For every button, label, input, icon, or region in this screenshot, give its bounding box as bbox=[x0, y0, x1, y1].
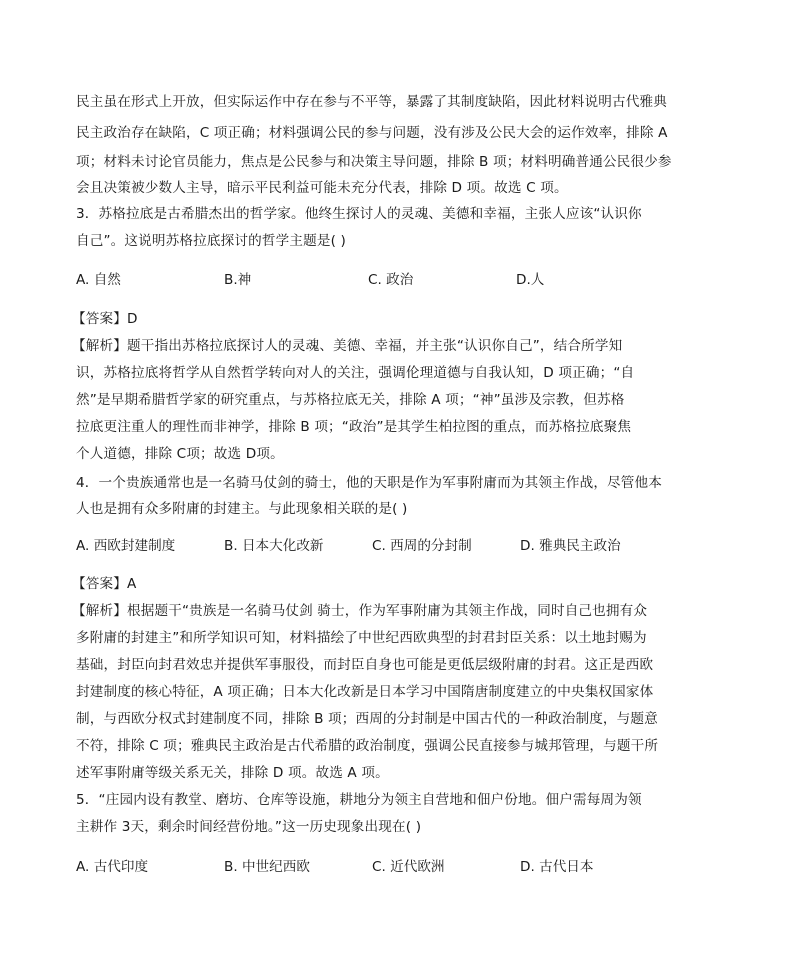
answer-label: 【答案】D bbox=[72, 311, 138, 327]
analysis-line: 不符，排除 C 项；雅典民主政治是古代希腊的政治制度，强调公民直接参与城邦管理，与题干所 bbox=[76, 738, 659, 754]
question-stem-3: 3．苏格拉底是古希腊杰出的哲学家。他终生探讨人的灵魂、美德和幸福，主张人应该“认识你 bbox=[76, 206, 642, 222]
analysis-line: 封建制度的核心特征，A 项正确；日本大化改新是日本学习中国隋唐制度建立的中央集权国家体 bbox=[76, 684, 654, 700]
option-c: C. 西周的分封制 bbox=[372, 538, 472, 554]
analysis-line: 识，苏格拉底将哲学从自然哲学转向对人的关注，强调伦理道德与自我认知，D 项正确；“自 bbox=[76, 365, 635, 381]
analysis-line: 个人道德，排除 C项；故选 D项。 bbox=[76, 446, 284, 462]
option-c: C. 近代欧洲 bbox=[372, 859, 445, 875]
answer-label: 【答案】A bbox=[72, 576, 137, 592]
option-d: D.人 bbox=[516, 272, 545, 288]
analysis-line: 然”是早期希腊哲学家的研究重点，与苏格拉底无关，排除 A 项；“神”虽涉及宗教，但苏格 bbox=[76, 392, 625, 408]
option-d: D. 古代日本 bbox=[520, 859, 594, 875]
text-line: 项；材料未讨论官员能力，焦点是公民参与和决策主导问题，排除 B 项；材料明确普通公民很少参 bbox=[76, 154, 672, 170]
option-b: B. 日本大化改新 bbox=[224, 538, 324, 554]
option-a: A. 西欧封建制度 bbox=[76, 538, 176, 554]
question-stem-4: 人也是拥有众多附庸的封建主。与此现象相关联的是( ) bbox=[76, 501, 408, 517]
question-stem-4: 4．一个贵族通常也是一名骑马仗剑的骑士，他的天职是作为军事附庸而为其领主作战，尽管他本 bbox=[76, 475, 663, 491]
analysis-line: 多附庸的封建主”和所学知识可知，材料描绘了中世纪西欧典型的封君封臣关系：以土地封赐为 bbox=[76, 630, 647, 646]
text-line: 会且决策被少数人主导，暗示平民利益可能未充分代表，排除 D 项。故选 C 项。 bbox=[76, 180, 568, 196]
text-line: 民主政治存在缺陷，C 项正确；材料强调公民的参与问题，没有涉及公民大会的运作效率，排除 A bbox=[76, 125, 668, 141]
analysis-line: 【解析】题干指出苏格拉底探讨人的灵魂、美德、幸福，并主张“认识你自己”，结合所学知 bbox=[72, 338, 623, 354]
option-c: C. 政治 bbox=[368, 272, 414, 288]
analysis-line: 制，与西欧分权式封建制度不同，排除 B 项；西周的分封制是中国古代的一种政治制度，与题意 bbox=[76, 711, 658, 727]
question-stem-5: 5．“庄园内设有教堂、磨坊、仓库等设施，耕地分为领主自营地和佃户份地。佃户需每周为领 bbox=[76, 792, 642, 808]
option-b: B.神 bbox=[224, 272, 252, 288]
question-stem-3: 自己”。这说明苏格拉底探讨的哲学主题是( ) bbox=[76, 233, 346, 249]
option-a: A. 古代印度 bbox=[76, 859, 149, 875]
text-line: 民主虽在形式上开放，但实际运作中存在参与不平等，暴露了其制度缺陷，因此材料说明古代雅典 bbox=[76, 94, 667, 110]
analysis-line: 述军事附庸等级关系无关，排除 D 项。故选 A 项。 bbox=[76, 765, 389, 781]
option-b: B. 中世纪西欧 bbox=[224, 859, 310, 875]
question-stem-5: 主耕作 3天，剩余时间经营份地。”这一历史现象出现在( ) bbox=[76, 819, 422, 835]
analysis-line: 基础，封臣向封君效忠并提供军事服役，而封臣自身也可能是更低层级附庸的封君。这正是西欧 bbox=[76, 657, 654, 673]
analysis-line: 拉底更注重人的理性而非神学，排除 B 项；“政治”是其学生柏拉图的重点，而苏格拉底聚焦 bbox=[76, 419, 632, 435]
option-d: D. 雅典民主政治 bbox=[520, 538, 621, 554]
option-a: A. 自然 bbox=[76, 272, 121, 288]
analysis-line: 【解析】根据题干“贵族是一名骑马仗剑 骑士，作为军事附庸为其领主作战，同时自己也拥有众 bbox=[72, 603, 648, 619]
